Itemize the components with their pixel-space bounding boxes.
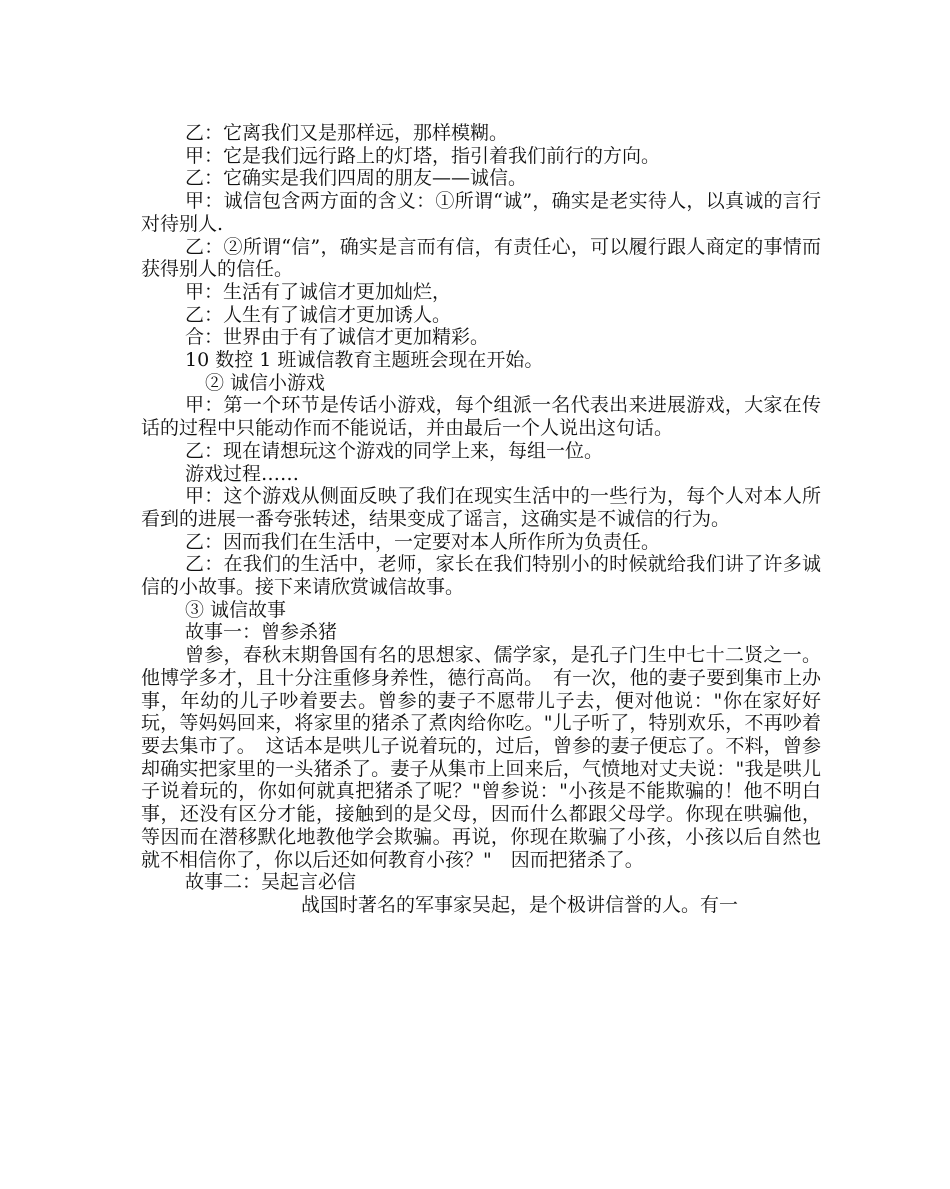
dialogue-line: 乙：它确实是我们四周的朋友——诚信。 — [185, 167, 528, 190]
story-title: 故事二：吴起言必信 — [185, 871, 357, 894]
dialogue-line: 甲：生活有了诚信才更加灿烂， — [185, 280, 452, 303]
dialogue-line: 乙：在我们的生活中，老师，家长在我们特别小的时候就给我们讲了许多诚信的小故事。接下来请欣赏诚信故事。 — [141, 553, 821, 599]
dialogue-line: 乙：它离我们又是那样远，那样模糊。 — [185, 122, 509, 144]
dialogue-line: 乙：因而我们在生活中，一定要对本人所作所为负责任。 — [185, 530, 661, 553]
dialogue-line: 甲：这个游戏从侧面反映了我们在现实生活中的一些行为，每个人对本人所看到的进展一番夸张转述，结果变成了谣言，这确实是不诚信的行为。 — [141, 485, 821, 530]
dialogue-line: 甲：诚信包含两方面的含义：①所谓“诚”，确实是老实待人，以真诚的言行对待别人. — [141, 190, 821, 235]
dialogue-line: 甲：第一个环节是传话小游戏，每个组派一名代表出来进展游戏，大家在传话的过程中只能动作而不能说话，并由最后一个人说出这句话。 — [141, 394, 821, 440]
dialogue-line: 乙：人生有了诚信才更加诱人。 — [185, 303, 452, 326]
document-body — [141, 122, 821, 917]
story-paragraph: 曾参，春秋末期鲁国有名的思想家、儒学家，是孔子门生中七十二贤之一。他博学多才，且十分注重修身养性，德行高尚。 有一次，他的妻子要到集市上办事，年幼的儿子吵着要去。曾参的妻子不愿带儿子去，便对他说："你在家好好玩，等妈妈回来，将家里的猪杀了煮肉给你吃。"儿子听了，特别欢乐，不再吵着要去集市了。 这话本是哄儿子说着玩的，过后，曾参的妻子便忘了。不料，曾参却确实把家里的一头猪杀了。妻子从集市上回来后，气愤地对丈夫说："我是哄儿子说着玩的，你如何就真把猪杀了呢？"曾参说："小孩是不能欺骗的！他不明白事，还没有区分才能，接触到的是父母，因而什么都跟父母学。你现在哄骗他，等因而在潜移默化地教他学会欺骗。再说，你现在欺骗了小孩，小孩以后自然也就不相信你了，你以后还如何教育小孩？" 因而把猪杀了。 — [141, 644, 821, 871]
dialogue-line: 甲：它是我们远行路上的灯塔，指引着我们前行的方向。 — [185, 144, 661, 167]
game-process-line: 游戏过程…… — [185, 462, 300, 485]
section-heading: ② 诚信小游戏 — [205, 371, 326, 394]
dialogue-line: 乙：现在请想玩这个游戏的同学上来，每组一位。 — [185, 439, 604, 462]
story-title: 故事一：曾参杀猪 — [185, 621, 338, 644]
section-heading: ③ 诚信故事 — [185, 598, 287, 621]
dialogue-line: 乙：②所谓“信”，确实是言而有信，有责任心，可以履行跟人商定的事情而获得别人的信任。 — [141, 235, 821, 281]
opening-line: 10 数控 1 班诚信教育主题班会现在开始。 — [185, 349, 544, 372]
dialogue-line: 合：世界由于有了诚信才更加精彩。 — [185, 326, 490, 349]
story-paragraph: 战国时著名的军事家吴起，是个极讲信誉的人。有一 — [301, 893, 739, 916]
